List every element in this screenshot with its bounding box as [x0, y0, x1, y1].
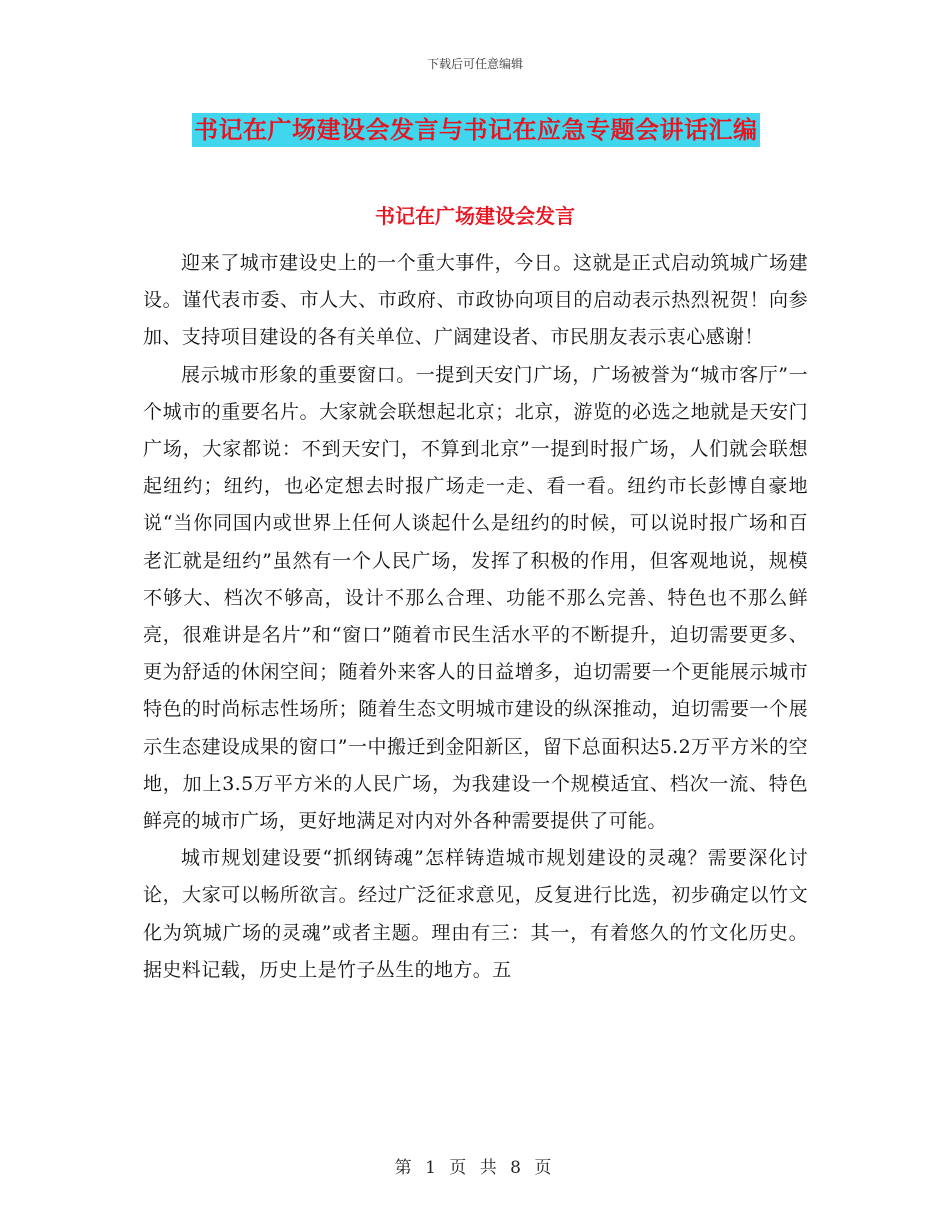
section-title: 书记在广场建设会发言 [375, 204, 575, 228]
page-number-footer: 第 1 页 共 8 页 [394, 1158, 556, 1178]
paragraph-1: 迎来了城市建设史上的一个重大事件，今日。这就是正式启动筑城广场建设。谨代表市委、市人大、市政府、市政协向项目的启动表示热烈祝贺！向参加、支持项目建设的各有关单位、广阔建设者、市民朋友表示衷心感谢！ [143, 252, 808, 349]
document-body [143, 245, 808, 989]
page-header-note: 下载后可任意编辑 [426, 57, 523, 71]
document-title: 书记在广场建设会发言与书记在应急专题会讲话汇编 [192, 113, 760, 147]
paragraph-2: 展示城市形象的重要窗口。一提到天安门广场，广场被誉为“城市客厅”一个城市的重要名片。大家就会联想起北京；北京，游览的必选之地就是天安门广场，大家都说：不到天安门，不算到北京”一提到时报广场，人们就会联想起纽约；纽约，也必定想去时报广场走一走、看一看。纽约市长彭博自豪地说“当你同国内或世界上任何人谈起什么是纽约的时候，可以说时报广场和百老汇就是纽约”虽然有一个人民广场，发挥了积极的作用，但客观地说，规模不够大、档次不够高，设计不那么合理、功能不那么完善、特色也不那么鲜亮，很难讲是名片”和“窗口”随着市民生活水平的不断提升，迫切需要更多、更为舒适的休闲空间；随着外来客人的日益增多，迫切需要一个更能展示城市特色的时尚标志性场所；随着生态文明城市建设的纵深推动，迫切需要一个展示生态建设成果的窗口”一中搬迁到金阳新区，留下总面积达5.2万平方米的空地，加上3.5万平方米的人民广场，为我建设一个规模适宜、档次一流、特色鲜亮的城市广场，更好地满足对内对外各种需要提供了可能。 [143, 363, 808, 833]
paragraph-3: 城市规划建设要“抓纲铸魂”怎样铸造城市规划建设的灵魂？需要深化讨论，大家可以畅所欲言。经过广泛征求意见，反复进行比选，初步确定以竹文化为筑城广场的灵魂”或者主题。理由有三：其一，有着悠久的竹文化历史。据史料记载，历史上是竹子丛生的地方。五 [143, 847, 808, 981]
